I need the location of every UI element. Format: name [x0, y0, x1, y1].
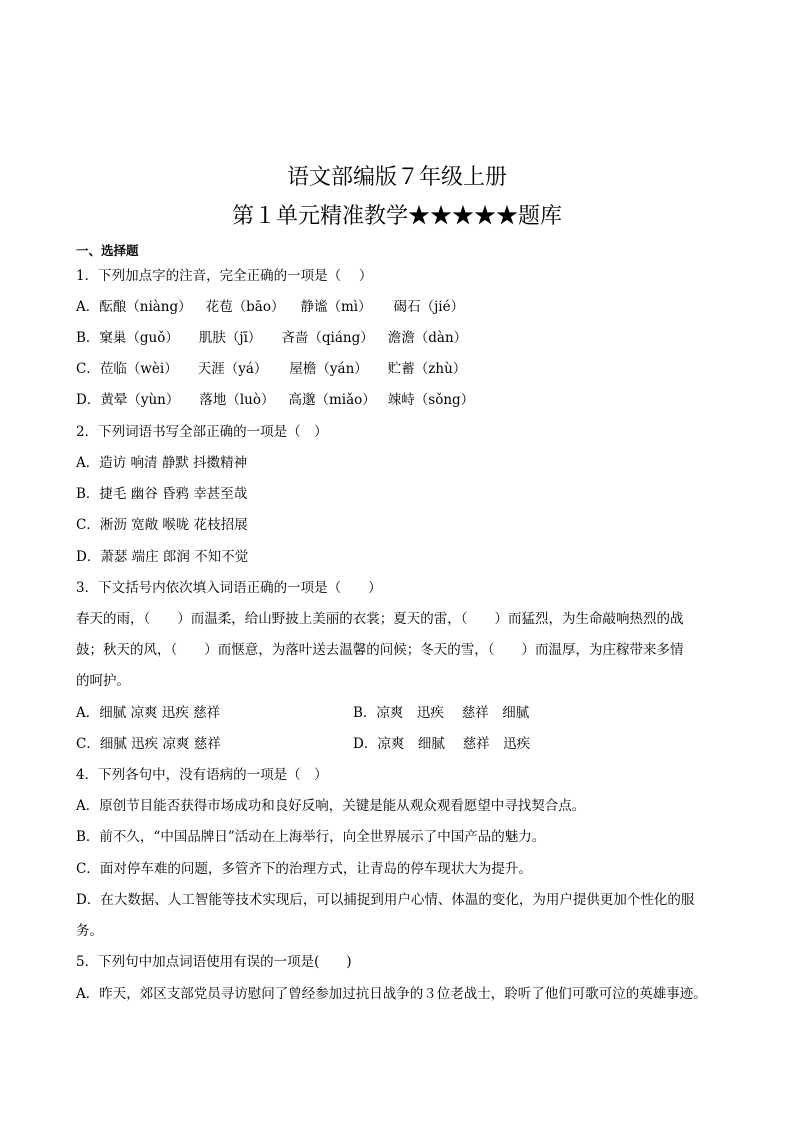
question-1-stem: 1．下列加点字的注音，完全正确的一项是（ ）	[76, 268, 373, 284]
question-3-option-b: B．凉爽 迅疾 慈祥 细腻	[353, 705, 530, 721]
question-3-passage-line: 春天的雨，（ ）而温柔，给山野披上美丽的衣裳；夏天的雷，（ ）而猛烈，为生命敲响热烈的战	[76, 611, 684, 627]
question-2-option-a: A．造访 响清 静默 抖擞精神	[76, 455, 248, 471]
question-4-option-d: D．在大数据、人工智能等技术实现后，可以捕捉到用户心情、体温的变化，为用户提供更加个性化的服	[76, 892, 695, 908]
question-3-passage-line: 的呵护。	[76, 673, 130, 689]
option-term: B．窠巢（guǒ）	[76, 330, 179, 346]
question-4-option-b: B．前不久，“中国品牌日”活动在上海举行，向全世界展示了中国产品的魅力。	[76, 829, 546, 845]
question-3-stem: 3．下文括号内依次填入词语正确的一项是（ ）	[76, 580, 382, 596]
page-subtitle: 第１单元精准教学★★★★★题库	[231, 204, 562, 229]
option-term: 竦峙（sǒng）	[387, 392, 475, 408]
question-1-option-d	[76, 390, 474, 410]
option-term: C．莅临（wèi）	[76, 361, 178, 377]
question-1-option-b	[76, 328, 467, 348]
option-term: 碣石（jié）	[393, 299, 465, 315]
option-term: 肌肤（jī）	[198, 330, 262, 346]
question-4-option-d-continued: 务。	[76, 923, 103, 939]
question-3-passage-line: 鼓；秋天的风，（ ）而惬意，为落叶送去温馨的问候；冬天的雪，（ ）而温厚，为庄稼带来多情	[76, 642, 684, 658]
question-1-option-a	[76, 297, 464, 317]
option-term: 天涯（yá）	[197, 361, 268, 377]
question-5-option-a: A．昨天，郊区支部党员寻访慰问了曾经参加过抗日战争的３位老战士，聆听了他们可歌可泣的英雄事迹。	[76, 986, 707, 1002]
question-3-option-c: C．细腻 迅疾 凉爽 慈祥	[76, 736, 221, 752]
question-4-option-c: C．面对停车难的问题，多管齐下的治理方式，让青岛的停车现状大为提升。	[76, 861, 532, 877]
section-heading: 一、选择题	[76, 243, 139, 258]
question-3-option-d: D．凉爽 细腻 慈祥 迅疾	[353, 736, 531, 752]
option-term: 花苞（bāo）	[205, 299, 285, 315]
option-term: 贮蓄（zhù）	[387, 361, 467, 377]
option-term: 高邈（miǎo）	[288, 392, 376, 408]
option-term: D．黄晕（yùn）	[76, 392, 180, 408]
page-title: 语文部编版７年级上册	[286, 165, 507, 190]
question-5-stem: 5．下列句中加点词语使用有误的一项是( )	[76, 954, 352, 970]
option-term: 落地（luò）	[199, 392, 275, 408]
option-term: 吝啬（qiáng）	[281, 330, 374, 346]
question-3-option-a: A．细腻 凉爽 迅疾 慈祥	[76, 705, 221, 721]
question-2-option-d: D．萧瑟 端庄 郎润 不知不觉	[76, 549, 249, 565]
option-term: A．酝酿（niàng）	[76, 299, 192, 315]
option-term: 屋檐（yán）	[289, 361, 368, 377]
question-4-option-a: A．原创节目能否获得市场成功和良好反响，关键是能从观众观看愿望中寻找契合点。	[76, 798, 586, 814]
option-term: 澹澹（dàn）	[387, 330, 468, 346]
question-4-stem: 4．下列各句中，没有语病的一项是（ ）	[76, 767, 328, 783]
option-term: 静谧（mì）	[300, 299, 372, 315]
question-2-stem: 2．下列词语书写全部正确的一项是（ ）	[76, 424, 328, 440]
question-2-option-c: C．淅沥 宽敞 喉咙 花枝招展	[76, 517, 248, 533]
question-2-option-b: B．捷毛 幽谷 昏鸦 幸甚至哉	[76, 486, 248, 502]
question-1-option-c	[76, 359, 466, 379]
